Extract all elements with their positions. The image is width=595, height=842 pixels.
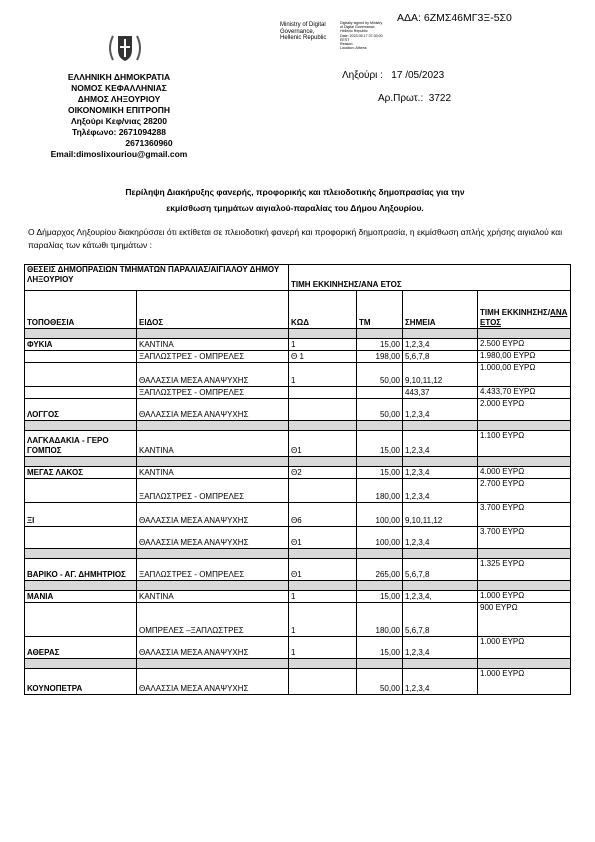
- greek-emblem-icon: [105, 30, 145, 66]
- area-cell: 15,00: [357, 431, 403, 457]
- price-cell: 2.700 ΕΥΡΩ: [478, 479, 571, 503]
- type-cell: ΘΑΛΑΣΣΙΑ ΜΕΣΑ ΑΝΑΨΥΧΗΣ: [137, 527, 289, 549]
- location-cell: [25, 479, 137, 503]
- type-cell: ΞΑΠΛΩΣΤΡΕΣ - ΟΜΠΡΕΛΕΣ: [137, 351, 289, 363]
- location-cell: [25, 527, 137, 549]
- code-cell: [289, 387, 357, 399]
- area-cell: 198,00: [357, 351, 403, 363]
- type-cell: ΞΑΠΛΩΣΤΡΕΣ - ΟΜΠΡΕΛΕΣ: [137, 479, 289, 503]
- price-cell: 2.000 ΕΥΡΩ: [478, 399, 571, 421]
- type-cell: ΘΑΛΑΣΣΙΑ ΜΕΣΑ ΑΝΑΨΥΧΗΣ: [137, 399, 289, 421]
- code-cell: Θ 1: [289, 351, 357, 363]
- location-cell: [25, 351, 137, 363]
- area-cell: 180,00: [357, 479, 403, 503]
- type-cell: ΚΑΝΤΙΝΑ: [137, 339, 289, 351]
- price-cell: 1.325 ΕΥΡΩ: [478, 559, 571, 581]
- code-cell: Θ2: [289, 467, 357, 479]
- location-cell: ΒΑΡΙΚΟ - ΑΓ. ΔΗΜΗΤΡΙΟΣ: [25, 559, 137, 581]
- area-cell: 100,00: [357, 503, 403, 527]
- type-cell: ΘΑΛΑΣΣΙΑ ΜΕΣΑ ΑΝΑΨΥΧΗΣ: [137, 669, 289, 695]
- location-cell: ΜΑΝΙΑ: [25, 591, 137, 603]
- type-cell: ΞΑΠΛΩΣΤΡΕΣ - ΟΜΠΡΕΛΕΣ: [137, 387, 289, 399]
- price-cell: 3.700 ΕΥΡΩ: [478, 527, 571, 549]
- table-row: [25, 339, 571, 351]
- points-cell: 1,2,3,4: [403, 637, 478, 659]
- area-cell: 100,00: [357, 527, 403, 549]
- points-cell: 5,6,7,8: [403, 351, 478, 363]
- separator-row: [25, 421, 571, 431]
- type-cell: ΞΑΠΛΩΣΤΡΕΣ - ΟΜΠΡΕΛΕΣ: [137, 559, 289, 581]
- table-row: [25, 559, 571, 581]
- table-row: [25, 503, 571, 527]
- price-cell: 900 ΕΥΡΩ: [478, 603, 571, 637]
- points-cell: 1,2,3,4: [403, 431, 478, 457]
- location-cell: ΛΑΓΚΑΔΑΚΙΑ - ΓΕΡΟ ΓΟΜΠΟΣ: [25, 431, 137, 457]
- price-cell: 1.980,00 ΕΥΡΩ: [478, 351, 571, 363]
- location-cell: ΞΙ: [25, 503, 137, 527]
- issuer-header: ΕΛΛΗΝΙΚΗ ΔΗΜΟΚΡΑΤΙΑ ΝΟΜΟΣ ΚΕΦΑΛΛΗΝΙΑΣ ΔΗΜΟΣ ΛΗΞΟΥΡΙΟΥ ΟΙΚΟΝΟΜΙΚΗ ΕΠΙΤΡΟΠΗ Ληξούρι Κεφ/νιας 28200 Τηλέφωνο: 2671094288 2671360960 Email:dimoslixouriou@gmail.com: [50, 72, 188, 159]
- type-cell: ΟΜΠΡΕΛΕΣ –ΞΑΠΛΩΣΤΡΕΣ: [137, 603, 289, 637]
- area-cell: 15,00: [357, 637, 403, 659]
- ada-code: ΑΔΑ: 6ΖΜΣ46ΜΓ3Ξ-5Σ0: [397, 12, 512, 24]
- points-cell: 9,10,11,12: [403, 363, 478, 387]
- area-cell: 15,00: [357, 339, 403, 351]
- separator-row: [25, 329, 571, 339]
- location-cell: ΑΘΕΡΑΣ: [25, 637, 137, 659]
- table-row: [25, 363, 571, 387]
- points-cell: 5,6,7,8: [403, 603, 478, 637]
- type-cell: ΚΑΝΤΙΝΑ: [137, 591, 289, 603]
- table-row: [25, 351, 571, 363]
- price-header: ΤΙΜΗ ΕΚΚΙΝΗΣΗΣ/ΑΝΑ ΕΤΟΣ: [478, 291, 571, 329]
- price-cell: 4.000 ΕΥΡΩ: [478, 467, 571, 479]
- price-cell: 1.000,00 ΕΥΡΩ: [478, 363, 571, 387]
- points-cell: 5,6,7,8: [403, 559, 478, 581]
- points-cell: 1,2,3,4: [403, 399, 478, 421]
- type-cell: ΘΑΛΑΣΣΙΑ ΜΕΣΑ ΑΝΑΨΥΧΗΣ: [137, 363, 289, 387]
- summary-title: Περίληψη Διακήρυξης φανερής, προφορικής και πλειοδοτικής δημοπρασίας για την εκμίσθωση τμημάτων αιγιαλού-παραλίας του Δήμου Ληξουρίου.: [125, 187, 465, 213]
- location-cell: ΛΟΓΓΟΣ: [25, 399, 137, 421]
- table-row: [25, 431, 571, 457]
- price-cell: 3.700 ΕΥΡΩ: [478, 503, 571, 527]
- points-cell: 1,2,3,4: [403, 527, 478, 549]
- table-row: [25, 479, 571, 503]
- code-cell: Θ6: [289, 503, 357, 527]
- table-top-header: ΘΕΣΕΙΣ ΔΗΜΟΠΡΑΣΙΩΝ ΤΜΗΜΑΤΩΝ ΠΑΡΑΛΙΑΣ/ΑΙΓΙΑΛΟΥ ΔΗΜΟΥ ΛΗΞΟΥΡΙΟΥ ΤΙΜΗ ΕΚΚΙΝΗΣΗΣ/ΑΝΑ ΕΤΟΣ: [25, 265, 571, 291]
- area-cell: 50,00: [357, 669, 403, 695]
- location-cell: [25, 363, 137, 387]
- code-cell: [289, 479, 357, 503]
- points-cell: 1,2,3,4: [403, 669, 478, 695]
- separator-row: [25, 659, 571, 669]
- price-cell: 1.000 ΕΥΡΩ: [478, 669, 571, 695]
- code-cell: 1: [289, 603, 357, 637]
- area-cell: 50,00: [357, 363, 403, 387]
- price-cell: 1.000 ΕΥΡΩ: [478, 637, 571, 659]
- code-cell: 1: [289, 339, 357, 351]
- area-cell: 180,00: [357, 603, 403, 637]
- type-cell: ΚΑΝΤΙΝΑ: [137, 431, 289, 457]
- code-cell: Θ1: [289, 559, 357, 581]
- points-cell: 1,2,3,4: [403, 339, 478, 351]
- code-cell: Θ1: [289, 527, 357, 549]
- area-cell: 15,00: [357, 591, 403, 603]
- points-cell: 443,37: [403, 387, 478, 399]
- location-cell: ΚΟΥΝΟΠΕΤΡΑ: [25, 669, 137, 695]
- table-column-header: ΤΟΠΟΘΕΣΙΑ ΕΙΔΟΣ ΚΩΔ ΤΜ ΣΗΜΕΙΑ ΤΙΜΗ ΕΚΚΙΝΗΣΗΣ/ΑΝΑ ΕΤΟΣ: [25, 291, 571, 329]
- area-cell: [357, 387, 403, 399]
- price-cell: 1.000 ΕΥΡΩ: [478, 591, 571, 603]
- table-row: [25, 399, 571, 421]
- points-cell: 1,2,3,4: [403, 467, 478, 479]
- signature-details: Digitally signed by Ministry of Digital Governance, Hellenic Republic Date: 2023.05.17 07:30:00 EEST Reason: Location: Athens: [340, 21, 383, 51]
- points-cell: 1,2,3,4,: [403, 591, 478, 603]
- location-cell: ΦΥΚΙΑ: [25, 339, 137, 351]
- location-cell: [25, 603, 137, 637]
- area-cell: 265,00: [357, 559, 403, 581]
- code-cell: 1: [289, 637, 357, 659]
- auction-table: [24, 264, 571, 695]
- location-cell: ΜΕΓΑΣ ΛΑΚΟΣ: [25, 467, 137, 479]
- table-row: [25, 527, 571, 549]
- type-cell: ΘΑΛΑΣΣΙΑ ΜΕΣΑ ΑΝΑΨΥΧΗΣ: [137, 503, 289, 527]
- area-cell: 50,00: [357, 399, 403, 421]
- points-cell: 1,2,3,4: [403, 479, 478, 503]
- signature-signer: Ministry of Digital Governance, Hellenic Republic: [280, 22, 327, 41]
- code-cell: 1: [289, 363, 357, 387]
- type-cell: ΘΑΛΑΣΣΙΑ ΜΕΣΑ ΑΝΑΨΥΧΗΣ: [137, 637, 289, 659]
- table-row: [25, 669, 571, 695]
- type-cell: ΚΑΝΤΙΝΑ: [137, 467, 289, 479]
- table-row: [25, 603, 571, 637]
- price-cell: 4.433,70 ΕΥΡΩ: [478, 387, 571, 399]
- code-cell: [289, 669, 357, 695]
- area-cell: 15,00: [357, 467, 403, 479]
- intro-paragraph: Ο Δήμαρχος Ληξουρίου διακηρύσσει ότι εκτίθεται σε πλειοδοτική φανερή και προφορική δημοπρασία, η εκμίσθωση απλής χρήσης αιγιαλού και παραλίας των κάτωθι τμημάτων :: [28, 227, 563, 250]
- table-row: [25, 467, 571, 479]
- separator-row: [25, 457, 571, 467]
- separator-row: [25, 549, 571, 559]
- table-row: [25, 637, 571, 659]
- table-row: [25, 387, 571, 399]
- price-cell: 1.100 ΕΥΡΩ: [478, 431, 571, 457]
- price-cell: 2.500 ΕΥΡΩ: [478, 339, 571, 351]
- points-cell: 9,10,11,12: [403, 503, 478, 527]
- protocol-number: Αρ.Πρωτ.: 3722: [378, 93, 452, 104]
- code-cell: [289, 399, 357, 421]
- table-row: [25, 591, 571, 603]
- code-cell: Θ1: [289, 431, 357, 457]
- document-date: Ληξούρι : 17 /05/2023: [342, 70, 445, 81]
- code-cell: 1: [289, 591, 357, 603]
- location-cell: [25, 387, 137, 399]
- separator-row: [25, 581, 571, 591]
